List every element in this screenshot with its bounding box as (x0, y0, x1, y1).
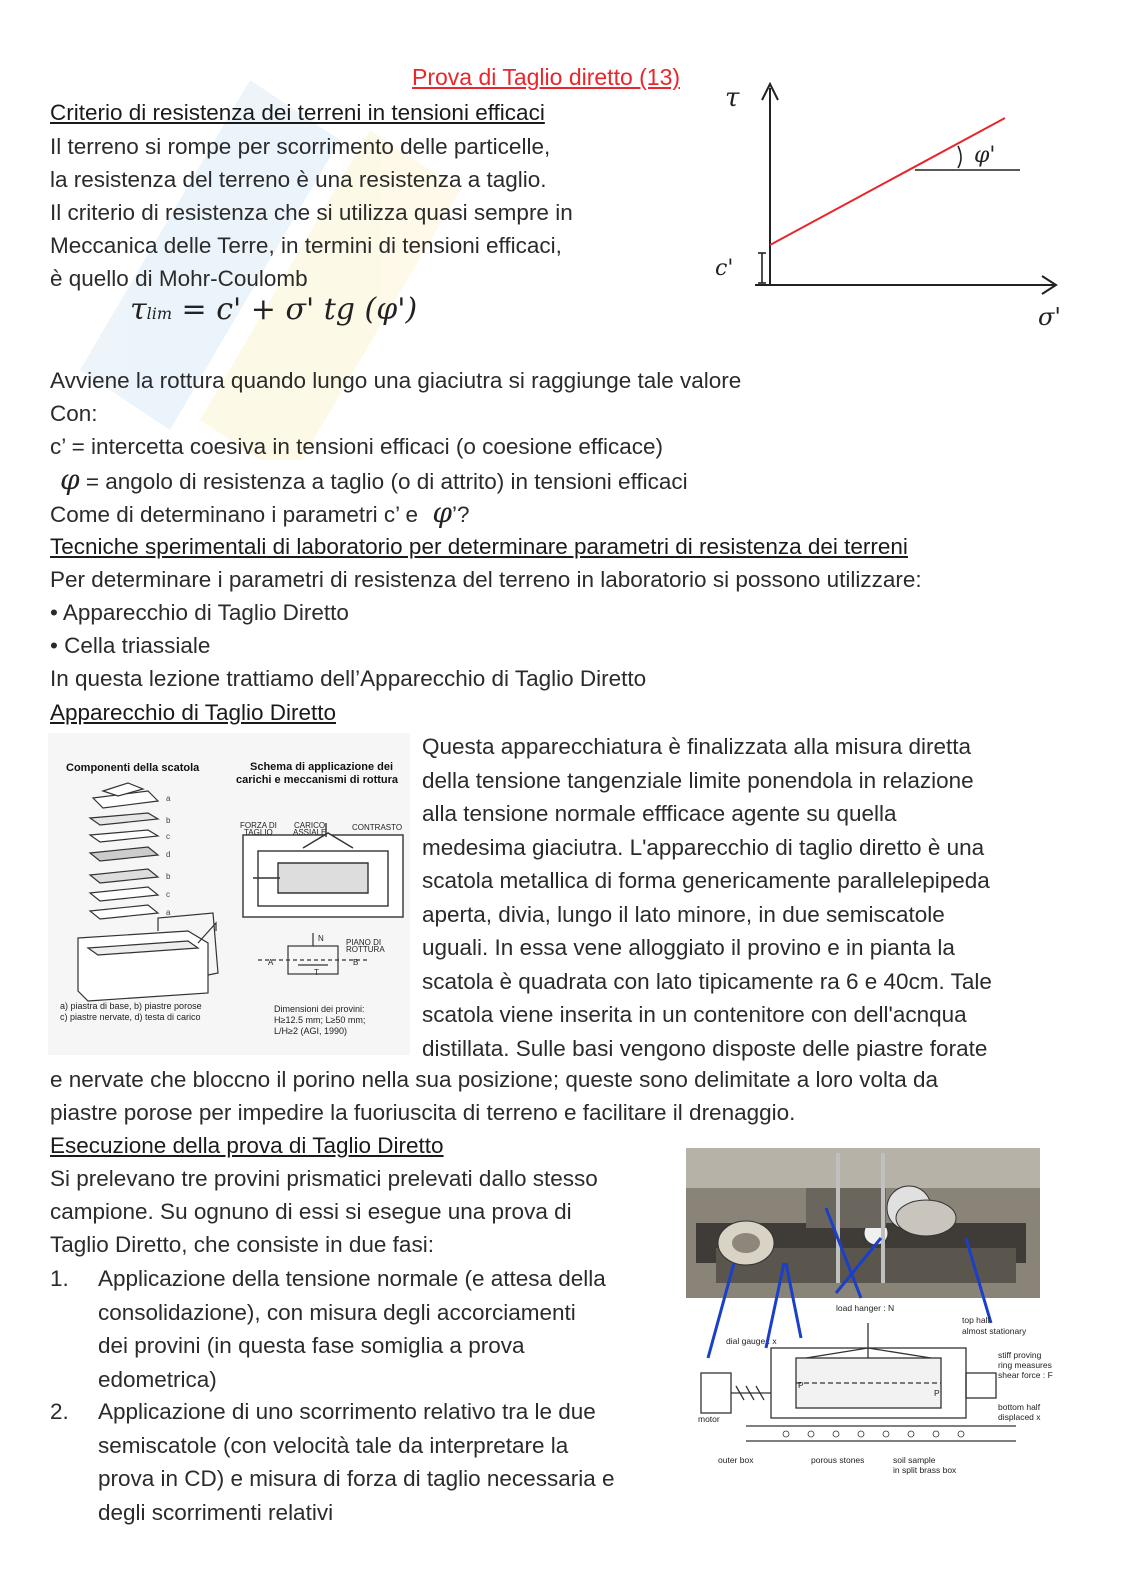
label-load-hanger: load hanger : N (836, 1303, 895, 1313)
label-forza: FORZA DI (240, 821, 277, 830)
label-dial-gauge: dial gauge : x (726, 1336, 777, 1346)
text-line: c’ = intercetta coesiva in tensioni efficaci (o coesione efficace) (50, 434, 664, 459)
list-item-2: Applicazione di uno scorrimento relativo tra le due semiscatole (con velocità tale da interpretare la prova in CD) e misura di forza di taglio necessaria e degli scorrimenti relativi (98, 1399, 615, 1525)
label-p-left: P (798, 1380, 804, 1390)
text-line: e nervate che bloccno il porino nella sua posizione; queste sono delimitate a loro volta da (50, 1067, 939, 1092)
svg-text:a: a (166, 908, 171, 917)
caption-a: a) piastra di base, b) piastre porose (60, 1001, 202, 1011)
text-line: Taglio Diretto, che consiste in due fasi: (50, 1232, 434, 1257)
list-item-1: Applicazione della tensione normale (e attesa della consolidazione), con misura degli accorciamenti dei provini (in questa fase somiglia a prova edometrica) (98, 1266, 606, 1392)
text-line: Avviene la rottura quando lungo una giaciutra si raggiunge tale valore (50, 368, 742, 393)
label-soil-1: soil sample (893, 1455, 936, 1465)
list-number: 1. (50, 1266, 69, 1291)
box-components-figure (48, 733, 410, 1055)
text-line: Per determinare i parametri di resistenza del terreno in laboratorio si possono utilizzare: (50, 567, 922, 592)
dim-1: Dimensioni dei provini: (274, 1004, 365, 1014)
label-top-half: top half (962, 1315, 990, 1325)
text-line-phi: φ = angolo di resistenza a taglio (o di attrito) in tensioni efficaci (60, 463, 688, 496)
mohr-coulomb-formula (130, 292, 417, 327)
svg-text:c: c (166, 832, 170, 841)
intercept-label: c' (715, 256, 734, 281)
apparecchio-description: Questa apparecchiatura è finalizzata alla misura diretta della tensione tangenziale limite ponendola in relazione alla tensione normale effficace agente su quella medesima giaciutra. L'apparecchio di taglio diretto è una scatola metallica di forma genericamente parallelepipeda aperta, divia, lungo il lato minore, in due semiscatole uguali. In essa vene alloggiato il provino e in pianta la scatola è quadrata con lato tipicamente ra 6 e 40cm. Tale scatola viene inserita in un contenitore con dell'acnqua distillata. Sulle basi vengono disposte delle piastre forate (422, 734, 992, 1061)
bullet-item: • Apparecchio di Taglio Diretto (50, 600, 349, 625)
caption-b: c) piastre nervate, d) testa di carico (60, 1012, 201, 1022)
mohr-coulomb-graph (700, 70, 1080, 350)
dim-3: L/H≥2 (AGI, 1990) (274, 1026, 347, 1036)
list-number: 2. (50, 1399, 69, 1424)
label-t: T (314, 968, 319, 977)
label-stiff-1: stiff proving (998, 1350, 1042, 1360)
label-piano: PIANO DI (346, 938, 382, 947)
page-title: Prova di Taglio diretto (13) (412, 64, 681, 90)
svg-text:c: c (166, 890, 170, 899)
failure-envelope-line (770, 118, 1005, 245)
text-line-question: Come di determinano i parametri c’ e φ’? (50, 496, 470, 529)
heading-esecuzione: Esecuzione della prova di Taglio Diretto (50, 1133, 444, 1158)
bullet-item: • Cella triassiale (50, 633, 211, 658)
dim-2: H≥12.5 mm; L≥50 mm; (274, 1015, 366, 1025)
text-line: campione. Su ognuno di essi si esegue una prova di (50, 1199, 572, 1224)
label-porous-stones: porous stones (811, 1455, 865, 1465)
text-line: Il terreno si rompe per scorrimento delle particelle, (50, 134, 551, 159)
label-outer-box: outer box (718, 1455, 754, 1465)
label-bottom-2: displaced x (998, 1412, 1041, 1422)
heading-apparecchio: Apparecchio di Taglio Diretto (50, 700, 336, 725)
svg-text:d: d (166, 850, 171, 859)
x-axis-label: σ' (1038, 303, 1061, 331)
tau-symbol: τ (130, 292, 147, 327)
label-n: N (318, 934, 324, 943)
label-taglio: TAGLIO (244, 828, 273, 837)
svg-text:b: b (166, 816, 171, 825)
label-soil-2: in split brass box (893, 1465, 957, 1475)
text-line: Si prelevano tre provini prismatici prelevati dallo stesso (50, 1166, 598, 1191)
label-assiale: ASSIALE (293, 828, 327, 837)
text-line: Con: (50, 401, 98, 426)
text-line: In questa lezione trattiamo dell’Apparecchio di Taglio Diretto (50, 666, 647, 691)
phi-symbol: φ (60, 463, 80, 496)
label-motor: motor (698, 1414, 720, 1424)
formula-rest: = c' + σ' tg (φ') (172, 292, 418, 327)
text-line: è quello di Mohr-Coulomb (50, 266, 308, 291)
phi-symbol: φ (432, 496, 452, 529)
text-line: piastre porose per impedire la fuoriuscita di terreno e facilitare il drenaggio. (50, 1100, 796, 1125)
svg-text:a: a (166, 794, 171, 803)
y-axis-label: τ (725, 83, 740, 113)
figure-right-title-2: carichi e meccanismi di rottura (236, 774, 399, 786)
tau-subscript: lim (146, 304, 173, 323)
label-carico: CARICO (294, 821, 326, 830)
label-stiff-2: ring measures (998, 1360, 1052, 1370)
angle-arc (958, 146, 961, 168)
label-bottom-1: bottom half (998, 1402, 1041, 1412)
angle-label: φ' (974, 143, 996, 168)
svg-text:b: b (166, 872, 171, 881)
label-a: A (268, 958, 274, 967)
label-b: B (353, 958, 359, 967)
label-p-right: P (934, 1388, 940, 1398)
figure-left-title: Componenti della scatola (66, 762, 200, 774)
text-line: Il criterio di resistenza che si utilizza quasi sempre in (50, 200, 573, 225)
direct-shear-apparatus-figure (686, 1148, 1070, 1483)
heading-criterio: Criterio di resistenza dei terreni in tensioni efficaci (50, 100, 545, 125)
text-line: Meccanica delle Terre, in termini di tensioni efficaci, (50, 233, 562, 258)
label-stationary: almost stationary (962, 1326, 1027, 1336)
heading-tecniche: Tecniche sperimentali di laboratorio per determinare parametri di resistenza dei terreni (50, 534, 908, 559)
label-stiff-3: shear force : F (998, 1370, 1053, 1380)
figure-right-title: Schema di applicazione dei (250, 761, 394, 773)
label-rottura: ROTTURA (346, 945, 385, 954)
text-line: la resistenza del terreno è una resistenza a taglio. (50, 167, 547, 192)
label-contrasto: CONTRASTO (352, 823, 403, 832)
